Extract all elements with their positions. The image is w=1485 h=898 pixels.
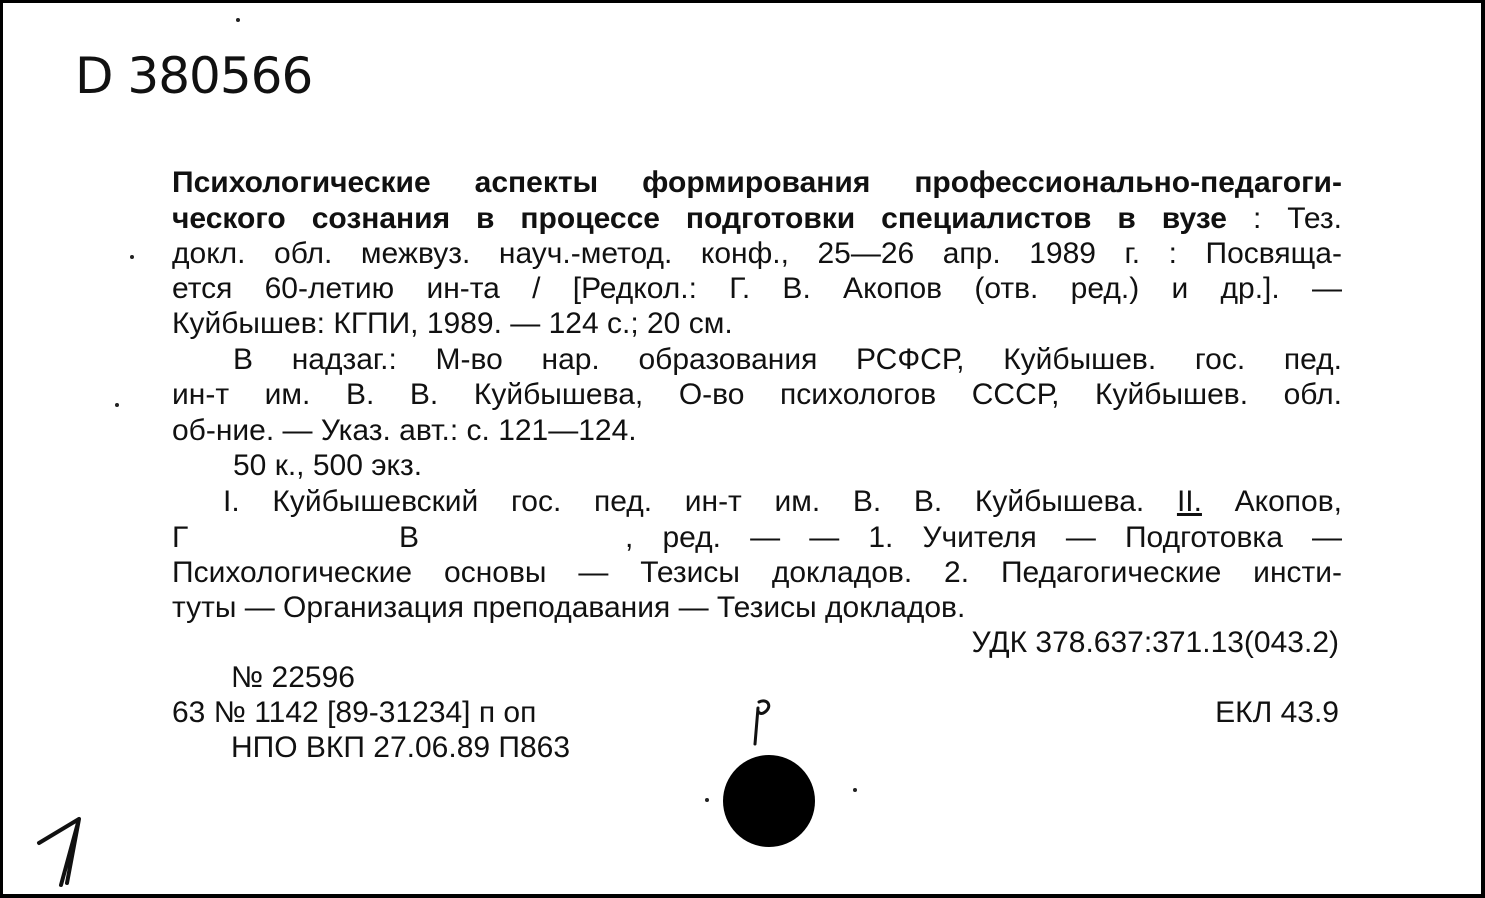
body-line-6: В надзаг.: М-во нар. образования РСФСР, Куйбышев. гос. пед. <box>233 343 1342 376</box>
speck <box>853 788 857 792</box>
ekl-code: ЕКЛ 43.9 <box>1215 696 1339 729</box>
line11-part-b: В <box>399 521 420 554</box>
body-line-13: туты — Организация преподавания — Тезисы докладов. <box>172 591 966 624</box>
title-line-2 <box>172 201 1342 237</box>
line10-part-b: II. <box>1176 485 1202 518</box>
speck <box>130 255 134 259</box>
line11-part-a: Г <box>172 521 189 554</box>
title-line-1 <box>172 165 1342 201</box>
registry-number: № 22596 <box>231 661 355 694</box>
title-bold-2: ческого сознания в процессе подготовки специалистов в вузе <box>172 202 1227 235</box>
speck <box>115 403 119 407</box>
price-line: 50 к., 500 экз. <box>233 449 423 482</box>
title-bold-1: Психологические аспекты формирования профессионально-педагоги- <box>172 166 1342 199</box>
body-line-7: ин-т им. В. В. Куйбышева, О-во психологов СССР, Куйбышев. обл. <box>172 378 1342 411</box>
body-line-12: Психологические основы — Тезисы докладов. 2. Педагогические инсти- <box>172 556 1342 589</box>
speck <box>705 798 709 802</box>
handwritten-mark <box>743 696 783 751</box>
body-line-10 <box>223 484 1342 520</box>
publisher-line: НПО ВКП 27.06.89 П863 <box>231 731 571 764</box>
handwritten-digit <box>31 811 91 891</box>
body-line-5: Куйбышев: КГПИ, 1989. — 124 с.; 20 см. <box>172 307 733 340</box>
body-line-4: ется 60-летию ин-та / [Редкол.: Г. В. Акопов (отв. ред.) и др.]. — <box>172 272 1342 305</box>
line10-part-c: Акопов, <box>1234 485 1342 518</box>
line11-part-c: , ред. — — 1. Учителя — Подготовка — <box>625 521 1342 554</box>
speck <box>236 18 240 22</box>
catalog-card <box>3 3 1481 894</box>
title-rest-2: : Тез. <box>1252 202 1342 235</box>
udk-code: УДК 378.637:371.13(043.2) <box>971 626 1339 659</box>
punch-hole <box>723 755 815 847</box>
call-number: D 380566 <box>75 47 313 105</box>
body-line-3: докл. обл. межвуз. науч.-метод. конф., 25—26 апр. 1989 г. : Посвяща- <box>172 237 1342 270</box>
body-line-8: об-ние. — Указ. авт.: с. 121—124. <box>172 414 637 447</box>
order-line: 63 № 1142 [89-31234] п оп <box>172 696 537 729</box>
line10-part-a: I. Куйбышевский гос. пед. ин-т им. В. В. Куйбышева. <box>223 485 1145 518</box>
